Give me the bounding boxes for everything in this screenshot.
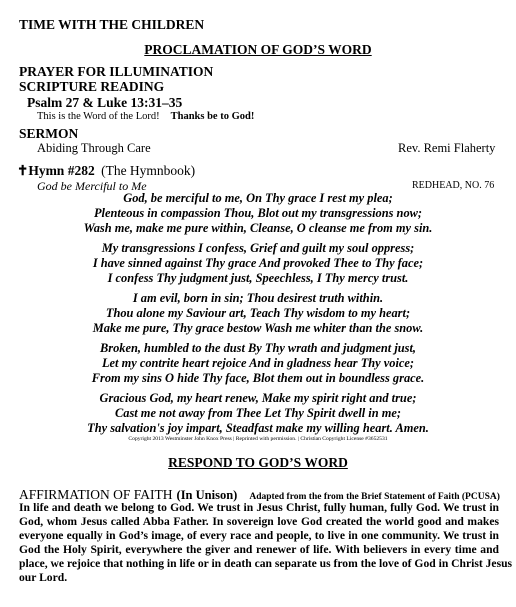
hymn-heading [17,163,195,179]
scripture-reading-heading: SCRIPTURE READING [19,79,165,94]
time-with-children-heading: TIME WITH THE CHILDREN [19,17,205,32]
stanza-2-line-2: I have sinned against Thy grace And provoked Thee to Thy face; [92,256,424,270]
stanza-1-line-1: God, be merciful to me, On Thy grace I rest my plea; [123,191,393,205]
sermon-heading: SERMON [19,126,79,141]
affirmation-qualifier: (In Unison) [176,488,238,502]
proclamation-heading: PROCLAMATION OF GOD’S WORD [144,42,372,57]
affirmation-line-5: place, we rejoice that nothing in life or in death can separate us from the love of God in Christ Jesus [19,557,513,570]
affirmation-title: AFFIRMATION OF FAITH [19,487,173,502]
stanza-2-line-1: My transgressions I confess, Grief and guilt my soul oppress; [101,241,415,255]
stanza-3-line-3: Make me pure, Thy grace bestow Wash me whiter than the snow. [92,321,424,335]
response-people: Thanks be to God! [170,111,255,122]
sermon-preacher: Rev. Remi Flaherty [398,141,496,155]
stanza-1-line-3: Wash me, make me pure within, Cleanse, O cleanse me from my sin. [83,221,433,235]
affirmation-source: Adapted from the from the Brief Statement of Faith (PCUSA) [249,492,500,502]
scripture-response [37,111,254,122]
stanza-4-line-2: Let my contrite heart rejoice And in gladness hear Thy voice; [101,356,415,370]
respond-heading: RESPOND TO GOD’S WORD [168,455,348,470]
hymn-copyright: Copyright 2013 Westminster John Knox Press | Reprinted with permission. | Christian Copyright License #3652531 [128,436,388,442]
stanza-2-line-3: I confess Thy judgment just, Speechless, I Thy mercy trust. [107,271,409,285]
affirmation-line-1: In life and death we belong to God. We trust in Jesus Christ, fully human, fully God. We trust in [19,501,499,514]
stanza-4-line-1: Broken, humbled to the dust By Thy wrath and judgment just, [99,341,417,355]
hymn-tune: REDHEAD, NO. 76 [412,180,495,191]
cross-icon: ✝ [17,163,29,178]
stanza-5-line-3: Thy salvation's joy impart, Steadfast make my willing heart. Amen. [87,421,429,435]
prayer-illumination-heading: PRAYER FOR ILLUMINATION [19,64,214,79]
hymn-title: God be Merciful to Me [37,179,147,193]
stanza-5-line-1: Gracious God, my heart renew, Make my spirit right and true; [99,391,417,405]
hymn-number: Hymn #282 [28,163,95,178]
stanza-1-line-2: Plenteous in compassion Thou, Blot out my transgressions now; [93,206,423,220]
stanza-3-line-2: Thou alone my Saviour art, Teach Thy wisdom to my heart; [105,306,411,320]
hymn-book: (The Hymnbook) [101,163,196,178]
scripture-passage: Psalm 27 & Luke 13:31–35 [27,95,183,110]
sermon-title: Abiding Through Care [37,141,151,155]
affirmation-line-4: God the Holy Spirit, everywhere the giver and renewer of life. With believers in every time and [19,543,499,556]
stanza-5-line-2: Cast me not away from Thee Let Thy Spirit dwell in me; [114,406,401,420]
affirmation-line-6: our Lord. [19,571,68,584]
response-leader: This is the Word of the Lord! [37,111,160,122]
stanza-4-line-3: From my sins O hide Thy face, Blot them out in boundless grace. [91,371,425,385]
affirmation-line-3: everyone equally in God’s image, of every race and people, to live in one community. We trust in [19,529,499,542]
affirmation-line-2: God, whom Jesus called Abba Father. In sovereign love God created the world good and makes [19,515,499,528]
stanza-3-line-1: I am evil, born in sin; Thou desirest truth within. [132,291,384,305]
